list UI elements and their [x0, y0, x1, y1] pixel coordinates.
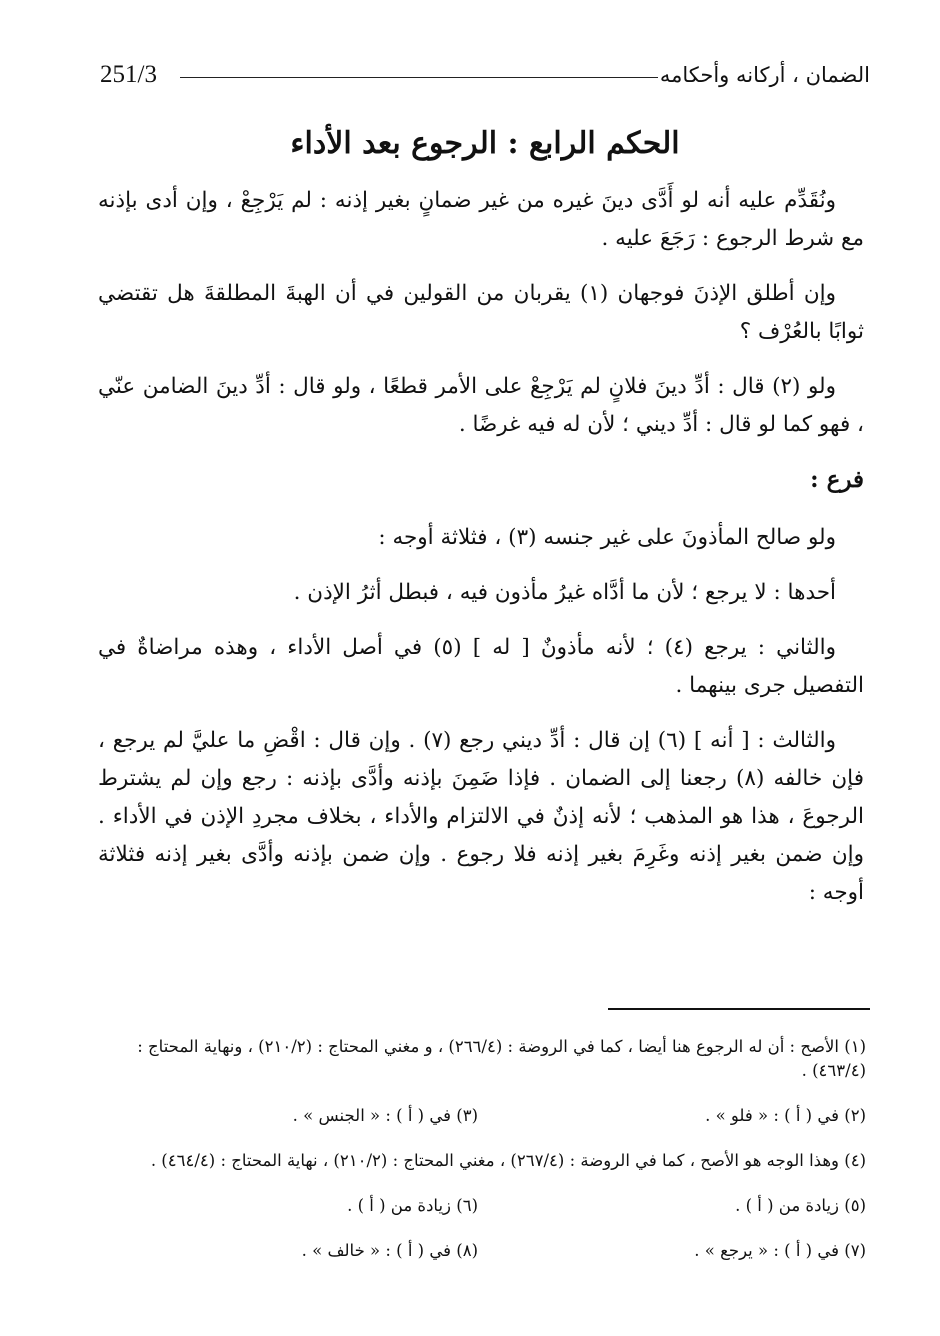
section-title: الحكم الرابع : الرجوع بعد الأداء: [290, 126, 680, 161]
branch-heading: فرع :: [810, 466, 864, 493]
body-text: [98, 182, 864, 929]
paragraph: ولو (٢) قال : أدِّ دينَ فلانٍ لم يَرْجِعْ على الأمر قطعًا ، ولو قال : أدِّ دينَ الضامن عنّي ، فهو كما لو قال : أدِّ ديني ؛ لأن له فيه غرضًا .: [98, 374, 864, 437]
paragraph: والثاني : يرجع (٤) ؛ لأنه مأذونٌ [ له ] (٥) في أصل الأداء ، وهذه مراضاةٌ في التفصيل جرى بينهما .: [98, 635, 864, 698]
paragraph: والثالث : [ أنه ] (٦) إن قال : أدِّ ديني رجع (٧) . وإن قال : اقْضِ ما عليَّ لم يرجع ، فإن خالفه (٨) رجعنا إلى الضمان . فإذا ضَمِنَ بإذنه وأدَّى بإذنه : رجع وإن لم يشترط الرجوعَ ، هذا هو المذهب ؛ لأنه إذنٌ في الالتزام والأداء ، بخلاف مجردِ الإذن في الأداء . وإن ضمن بغير إذنه وغَرِمَ بغير إذنه فلا رجوع . وإن ضمن بإذنه وأدَّى بغير إذنه فثلاثة أوجه :: [98, 728, 865, 905]
footnote-3: (٣) في ( أ ) : « الجنس » .: [292, 1106, 478, 1125]
header-rule: [180, 77, 658, 78]
running-header: [100, 58, 870, 98]
page-number: 251/3: [100, 61, 157, 88]
footnotes: [90, 1035, 866, 1284]
paragraph: أحدها : لا يرجع ؛ لأن ما أدَّاه غيرُ مأذون فيه ، فبطل أثرُ الإذن .: [293, 580, 836, 605]
footnote-2: (٢) في ( أ ) : « فلو » .: [705, 1106, 866, 1125]
footnote-5: (٥) زيادة من ( أ ) .: [735, 1196, 866, 1215]
footnote-8: (٨) في ( أ ) : « خالف » .: [301, 1241, 478, 1260]
footnote-6: (٦) زيادة من ( أ ) .: [347, 1196, 478, 1215]
running-title: الضمان ، أركانه وأحكامه: [659, 63, 870, 87]
footnote-row: [90, 1035, 866, 1083]
footnote-row: [90, 1239, 866, 1263]
paragraph: وإن أطلق الإذنَ فوجهان (١) يقربان من القولين في أن الهبةَ المطلقةَ هل تقتضي ثوابًا بالعُرْف ؟: [98, 281, 864, 344]
paragraph: ولو صالح المأذونَ على غير جنسه (٣) ، فثلاثة أوجه :: [378, 525, 836, 550]
footnote-4: (٤) وهذا الوجه هو الأصح ، كما في الروضة : (٢٦٧/٤) ، مغني المحتاج : (٢١٠/٢) ، نهاية المحتاج : (٤٦٤/٤) .: [150, 1151, 866, 1170]
footnote-row: [90, 1194, 866, 1218]
footnote-separator: [608, 1008, 870, 1010]
footnote-row: [90, 1104, 866, 1128]
footnote-row: [90, 1149, 866, 1173]
footnote-1: (١) الأصح : أن له الرجوع هنا أيضا ، كما في الروضة : (٢٦٦/٤) ، و مغني المحتاج : (٢١٠/٢) ، ونهاية المحتاج : (٤٦٣/٤) .: [137, 1037, 866, 1080]
paragraph: ونُقَدِّم عليه أنه لو أَدَّى دينَ غيره من غير ضمانٍ بغير إذنه : لم يَرْجِعْ ، وإن أدى بإذنه مع شرط الرجوع : رَجَعَ عليه .: [98, 188, 864, 251]
footnote-7: (٧) في ( أ ) : « يرجع » .: [694, 1241, 866, 1260]
